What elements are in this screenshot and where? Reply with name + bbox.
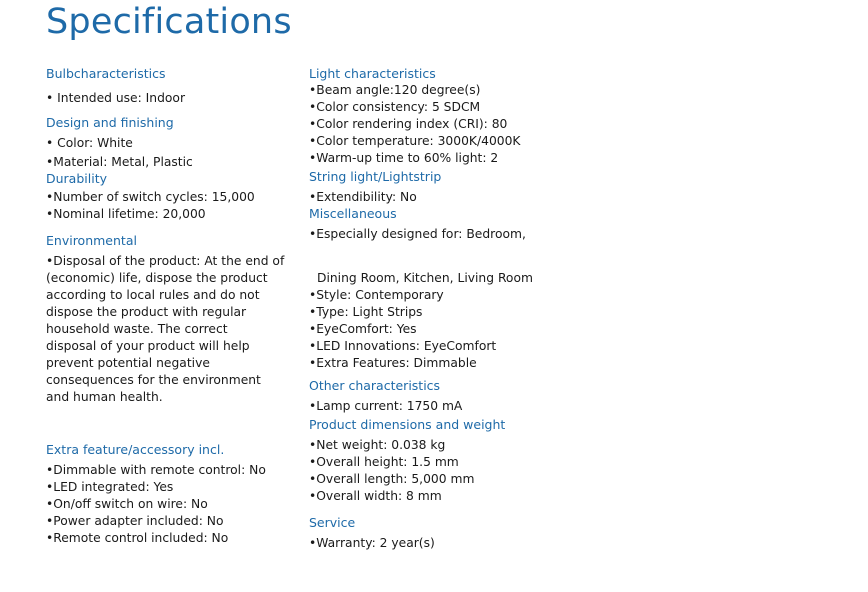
spec-lamp-current: •Lamp current: 1750 mA	[309, 399, 463, 413]
spec-color-temperature: •Color temperature: 3000K/4000K	[309, 134, 521, 148]
section-heading-light: Light characteristics	[309, 66, 436, 81]
spec-switch-cycles: •Number of switch cycles: 15,000	[46, 190, 255, 204]
spec-led-innovations: •LED Innovations: EyeComfort	[309, 339, 497, 353]
spec-net-weight: •Net weight: 0.038 kg	[309, 438, 446, 452]
section-heading-bulb: Bulbcharacteristics	[46, 66, 166, 81]
right-column	[309, 66, 609, 552]
spec-onoff-switch: •On/off switch on wire: No	[46, 497, 208, 511]
disposal-line: and human health.	[46, 390, 163, 404]
spec-led-integrated: •LED integrated: Yes	[46, 480, 174, 494]
spec-cri: •Color rendering index (CRI): 80	[309, 117, 508, 131]
spec-designed-for-cont: Dining Room, Kitchen, Living Room	[317, 271, 533, 285]
left-column	[46, 66, 296, 547]
spec-overall-height: •Overall height: 1.5 mm	[309, 455, 459, 469]
section-heading-extra: Extra feature/accessory incl.	[46, 442, 225, 457]
spec-color-consistency: •Color consistency: 5 SDCM	[309, 100, 481, 114]
section-heading-design: Design and finishing	[46, 115, 174, 130]
spec-eyecomfort: •EyeComfort: Yes	[309, 322, 417, 336]
spec-power-adapter: •Power adapter included: No	[46, 514, 224, 528]
spec-extra-features: •Extra Features: Dimmable	[309, 356, 477, 370]
spec-extendibility: •Extendibility: No	[309, 190, 417, 204]
disposal-line: •Disposal of the product: At the end of	[46, 254, 285, 268]
disposal-line: prevent potential negative	[46, 356, 210, 370]
disposal-line: dispose the product with regular	[46, 305, 247, 319]
spec-designed-for: •Especially designed for: Bedroom,	[309, 227, 526, 241]
section-heading-environmental: Environmental	[46, 233, 137, 248]
spec-type: •Type: Light Strips	[309, 305, 423, 319]
disposal-line: disposal of your product will help	[46, 339, 250, 353]
spec-color: • Color: White	[46, 136, 133, 150]
spec-dimmable-remote: •Dimmable with remote control: No	[46, 463, 266, 477]
section-heading-string-light: String light/Lightstrip	[309, 169, 442, 184]
page-title: Specifications	[46, 2, 292, 42]
spec-nominal-lifetime: •Nominal lifetime: 20,000	[46, 207, 206, 221]
disposal-line: consequences for the environment	[46, 373, 261, 387]
disposal-line: (economic) life, dispose the product	[46, 271, 268, 285]
spec-style: •Style: Contemporary	[309, 288, 444, 302]
spec-warranty: •Warranty: 2 year(s)	[309, 536, 435, 550]
section-heading-durability: Durability	[46, 171, 107, 186]
spec-remote-control: •Remote control included: No	[46, 531, 229, 545]
section-heading-service: Service	[309, 515, 356, 530]
spec-overall-length: •Overall length: 5,000 mm	[309, 472, 475, 486]
spec-disposal	[46, 253, 296, 406]
section-heading-misc: Miscellaneous	[309, 206, 397, 221]
disposal-line: according to local rules and do not	[46, 288, 260, 302]
section-heading-dimensions: Product dimensions and weight	[309, 417, 506, 432]
disposal-line: household waste. The correct	[46, 322, 228, 336]
spec-beam-angle: •Beam angle:120 degree(s)	[309, 83, 481, 97]
spec-warmup-time: •Warm-up time to 60% light: 2	[309, 151, 499, 165]
spec-overall-width: •Overall width: 8 mm	[309, 489, 442, 503]
spec-intended-use: • Intended use: Indoor	[46, 91, 185, 105]
spec-material: •Material: Metal, Plastic	[46, 155, 193, 169]
section-heading-other: Other characteristics	[309, 378, 441, 393]
